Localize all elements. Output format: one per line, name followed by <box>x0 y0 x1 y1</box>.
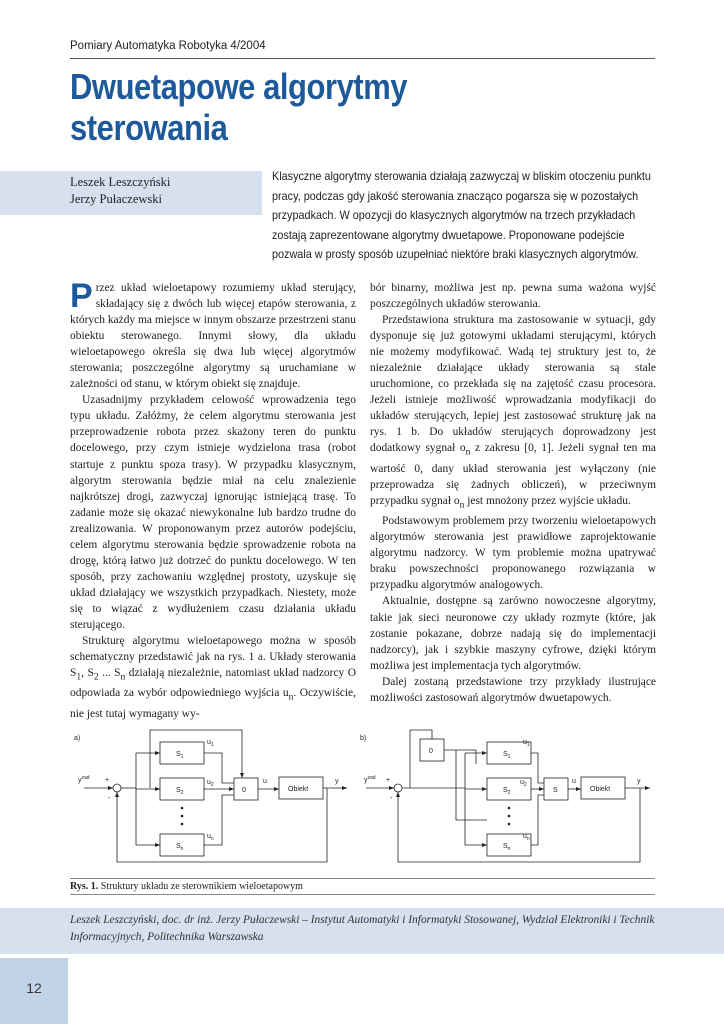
label-u2: $u_2$ <box>520 779 527 788</box>
label-plus: + <box>386 777 391 784</box>
caption-label: Rys. 1. <box>70 881 99 892</box>
block-sn <box>160 834 204 856</box>
label-o: 0 <box>242 787 246 794</box>
panel-a-label: a) <box>74 735 81 742</box>
paragraph: Podstawowym problemem przy tworzeniu wieloetapowych algorytmów sterowania jest prawidłowe zaprojektowanie algorytmu nadzorcy. W tym problemie można upatrywać braku powszechności proponowanego rozwiązania w przypadku algorytmów analogowych. <box>370 515 656 592</box>
paragraph: Dalej zostaną przedstawione trzy przykłady ilustrujące możliwości zastosowań algorytmów dwuetapowych. <box>370 675 656 704</box>
title-line-2: sterowania <box>70 107 228 148</box>
label-s2: $S_2$ <box>176 787 184 796</box>
header-rule <box>70 58 655 59</box>
label-minus: - <box>390 795 393 802</box>
author-affiliation: Leszek Leszczyński, doc. dr inż. Jerzy Pułaczewski – Instytut Automatyki i Informatyki Stosowanej, Wydział Elektroniki i Technik Informacyjnych, Politechnika Warszawska <box>70 914 655 943</box>
label-un: $u_n$ <box>523 833 530 842</box>
label-y: y <box>637 778 641 785</box>
block-s1 <box>160 742 204 764</box>
figure-caption <box>70 881 303 892</box>
paragraph: Przez układ wieloetapowy rozumiemy układ sterujący, składający się z dwóch lub więcej etapów sterowania, z których każdy ma miejsce w innym obszarze przestrzeni stanu obiektu sterowanego. Innymi słowy, dla układu wieloetapowego określa się dwa lub więcej algorytmów sterowania; poszczególne algorytmy są uruchamiane w zależności od stanu, w którym obiekt się znajduje. <box>70 277 356 391</box>
label-u2: $u_2$ <box>207 779 214 788</box>
journal-header: Pomiary Automatyka Robotyka 4/2004 <box>70 40 266 52</box>
abstract-text: Klasyczne algorytmy sterowania działają zazwyczaj w bliskim otoczeniu punktu pracy, podczas gdy jakość sterowania znacząco pogarsza się w pozostałych przypadkach. W opozycji do klasycznych algorytmów na trzech przykładach zostają zaprezentowane algorytmy dwuetapowe. Proponowane podejście pozwala w prosty sposób uzupełniać niektóre braki klasycznych algorytmów. <box>272 170 651 261</box>
label-s2: $S_2$ <box>503 787 511 796</box>
author-list <box>70 174 170 208</box>
label-sn: $S_n$ <box>503 843 511 852</box>
author-name: Jerzy Pułaczewski <box>70 192 162 206</box>
panel-b-label: b) <box>360 735 367 742</box>
label-obiekt: Obiekt <box>590 786 611 793</box>
paragraph: Uzasadnijmy przykładem celowość wprowadzenia tego typu układu. Załóżmy, że celem algorytmu sterowania jest przeprowadzenie robota przez skażony teren do punktu docelowego, przy czym istnieje wydzielona trasa (robot startuje z punktu spoza trasy). W przypadku klasycznym, algorytm sterowania będzie miał na celu znalezienie najkrótszej drogi, zazwyczaj ignorując istniejącą trasę. To zadanie może się okazać niewykonalne lub bardzo trudne do zrealizowania. W proponowanym przez autorów podejściu, celem algorytmu sterowania będzie sprowadzenie robota na drogę, którą łatwo już dotrzeć do punktu docelowego. W ten sposób, przy zachowaniu względnej prostoty, uzyskuje się układ działający we wszystkich przypadkach. Niestety, może się to wiązać z wydłużeniem czasu działania układu sterującego. <box>70 394 356 631</box>
page-number: 12 <box>26 980 42 996</box>
summing-junction <box>394 784 402 792</box>
label-un: $u_n$ <box>207 833 214 842</box>
article-title <box>70 66 573 148</box>
label-u: u <box>263 778 267 785</box>
label-y: y <box>335 778 339 785</box>
paragraph: bór binarny, możliwa jest np. pewna suma ważona wyjść poszczególnych układów sterowania. <box>370 282 656 311</box>
body-column-right <box>370 280 656 706</box>
label-yzad: $y^{zad}$ <box>364 775 376 784</box>
label-yzad: $y^{zad}$ <box>78 775 90 784</box>
paragraph: Przedstawiona struktura ma zastosowanie w sytuacji, gdy dysponuje się już gotowymi układami sterującymi, których nie możemy modyfikować. Wadą tej struktury jest to, że niezależnie działające układy sterowania są stale uruchomione, co przekłada się na zajętość czasu procesora. Jeżeli istnieje możliwość wprowadzania modyfikacji do układów sterujących, lepiej jest zastosować strukturę jak na rys. 1 b. Do układów sterujących doprowadzony jest dodatkowy sygnał $o_n$ z zakresu [0, 1]. Jeżeli sygnał ten ma wartość 0, dany układ sterowania jest wyłączony (nie przeprowadza się żadnych obliczeń), w przeciwnym przypadku sygnał $o_n$ jest mnożony przez wyjście układu. <box>370 314 656 511</box>
paragraph: Aktualnie, dostępne są zarówno nowoczesne algorytmy, takie jak sieci neuronowe czy układy rozmyte (które, jak zostanie pokazane, dobrze nadają się do implementacji nadzorcy), jak i szybkie maszyny cyfrowe, dzięki którym możliwa jest implementacja tych algorytmów. <box>370 595 656 672</box>
label-u1: $u_1$ <box>207 739 214 748</box>
summing-junction <box>113 784 121 792</box>
label-u1: $u_1$ <box>523 739 530 748</box>
figure-block-diagrams <box>70 722 655 878</box>
paragraph: Strukturę algorytmu wieloetapowego można w sposób schematyczny przedstawić jak na rys. 1 a. Układy sterowania $S_1$, $S_2$ ... $S_n$ działają niezależnie, natomiast układ nadzorcy O odpowiada za wybór odpowiedniego wyjścia $u_n$. Oczywiście, nie jest tutaj wymagany wy- <box>70 635 356 720</box>
label-s1: $S_1$ <box>176 751 184 760</box>
drop-cap: P <box>70 277 93 315</box>
title-line-1: Dwuetapowe algorytmy <box>70 66 408 107</box>
abstract <box>272 167 655 265</box>
label-s1: $S_1$ <box>503 751 511 760</box>
caption-rule <box>70 894 655 895</box>
label-s: S <box>553 787 558 794</box>
label-plus: + <box>105 777 110 784</box>
block-o <box>234 778 258 800</box>
caption-rule <box>70 878 655 879</box>
body-column-left <box>70 277 356 722</box>
author-name: Leszek Leszczyński <box>70 175 171 189</box>
label-minus: - <box>108 795 111 802</box>
label-u: u <box>572 778 576 785</box>
block-s2 <box>160 778 204 800</box>
label-sn: $S_n$ <box>176 843 184 852</box>
label-zero: 0 <box>429 748 433 755</box>
caption-text: Struktury układu ze sterownikiem wieloetapowym <box>100 881 303 892</box>
label-obiekt: Obiekt <box>288 786 309 793</box>
